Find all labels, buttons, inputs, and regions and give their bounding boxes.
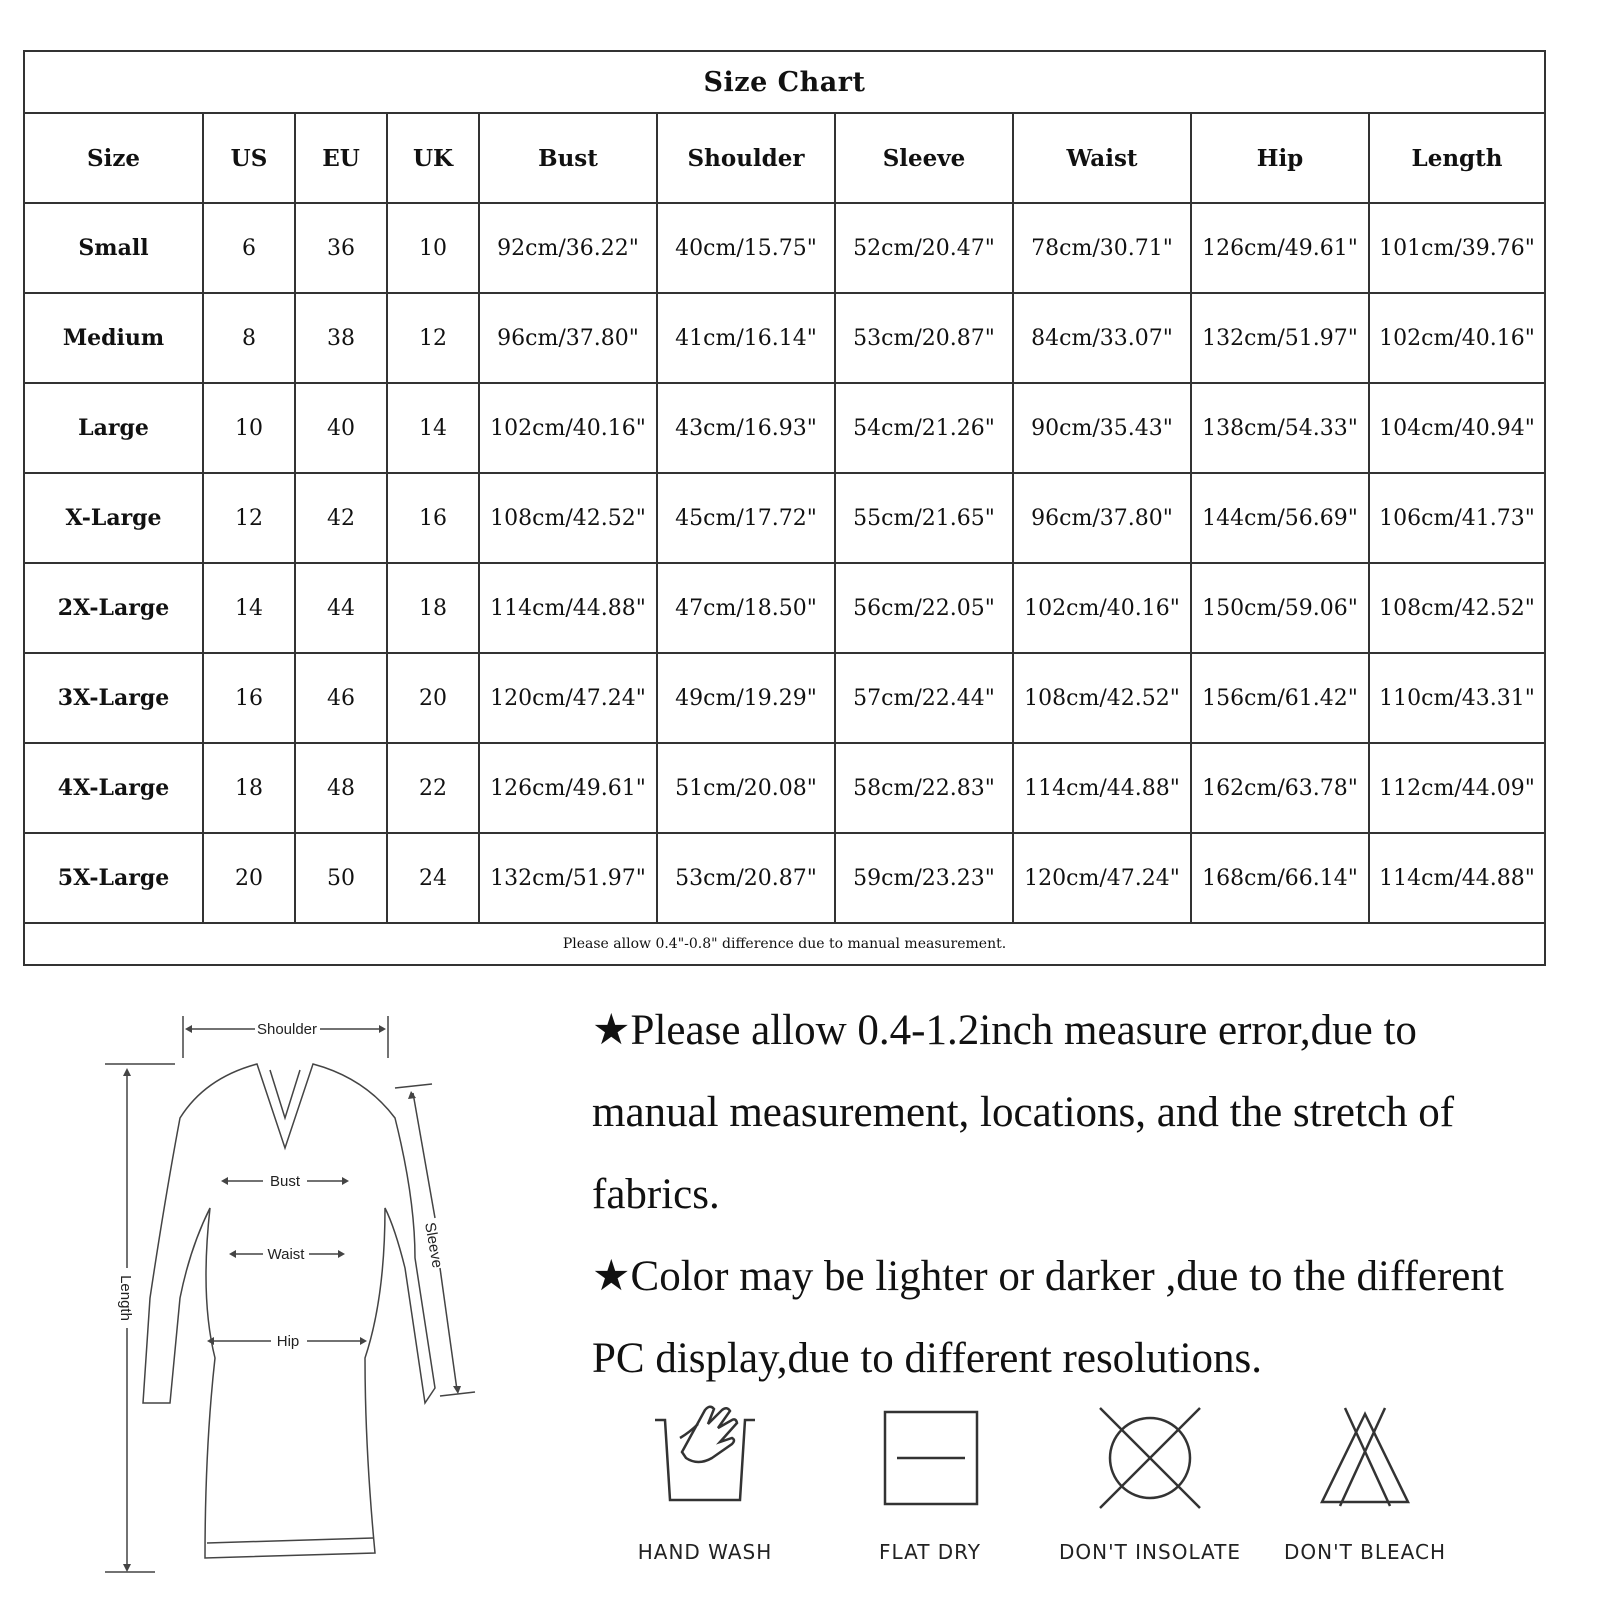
care-label: DON'T BLEACH xyxy=(1283,1540,1446,1564)
table-cell: 132cm/51.97" xyxy=(1191,293,1369,383)
table-cell: 108cm/42.52" xyxy=(1369,563,1544,653)
table-cell: 59cm/23.23" xyxy=(835,833,1013,923)
table-cell: 40cm/15.75" xyxy=(657,203,835,293)
size-name-cell: 3X-Large xyxy=(25,653,203,743)
table-cell: 104cm/40.94" xyxy=(1369,383,1544,473)
table-cell: 58cm/22.83" xyxy=(835,743,1013,833)
table-cell: 101cm/39.76" xyxy=(1369,203,1544,293)
note-color: ★Color may be lighter or darker ,due to the different PC display,due to different resolutions. xyxy=(592,1253,1504,1382)
table-cell: 112cm/44.09" xyxy=(1369,743,1544,833)
table-row xyxy=(25,383,1544,473)
dont-insolate-icon xyxy=(1095,1400,1205,1510)
table-cell: 132cm/51.97" xyxy=(479,833,657,923)
table-cell: 10 xyxy=(387,203,479,293)
table-cell: 8 xyxy=(203,293,295,383)
table-cell: 40 xyxy=(295,383,387,473)
table-row xyxy=(25,473,1544,563)
table-cell: 102cm/40.16" xyxy=(479,383,657,473)
table-cell: 108cm/42.52" xyxy=(1013,653,1191,743)
table-cell: 114cm/44.88" xyxy=(479,563,657,653)
table-cell: 22 xyxy=(387,743,479,833)
table-cell: 90cm/35.43" xyxy=(1013,383,1191,473)
table-cell: 102cm/40.16" xyxy=(1369,293,1544,383)
care-flat-dry xyxy=(825,1400,1025,1600)
table-cell: 96cm/37.80" xyxy=(1013,473,1191,563)
table-cell: 48 xyxy=(295,743,387,833)
table-cell: 49cm/19.29" xyxy=(657,653,835,743)
table-cell: 36 xyxy=(295,203,387,293)
table-cell: 10 xyxy=(203,383,295,473)
care-dont-bleach xyxy=(1260,1400,1460,1600)
table-cell: 42 xyxy=(295,473,387,563)
table-cell: 126cm/49.61" xyxy=(479,743,657,833)
column-header: Size xyxy=(25,114,203,203)
size-table xyxy=(25,114,1544,924)
table-cell: 43cm/16.93" xyxy=(657,383,835,473)
table-cell: 138cm/54.33" xyxy=(1191,383,1369,473)
size-name-cell: 5X-Large xyxy=(25,833,203,923)
table-cell: 18 xyxy=(387,563,479,653)
table-cell: 168cm/66.14" xyxy=(1191,833,1369,923)
table-cell: 24 xyxy=(387,833,479,923)
table-body xyxy=(25,203,1544,923)
table-cell: 78cm/30.71" xyxy=(1013,203,1191,293)
table-cell: 46 xyxy=(295,653,387,743)
table-cell: 56cm/22.05" xyxy=(835,563,1013,653)
table-cell: 144cm/56.69" xyxy=(1191,473,1369,563)
table-cell: 57cm/22.44" xyxy=(835,653,1013,743)
table-row xyxy=(25,833,1544,923)
label-bust: Bust xyxy=(269,1173,301,1190)
table-cell: 92cm/36.22" xyxy=(479,203,657,293)
table-cell: 50 xyxy=(295,833,387,923)
notes xyxy=(592,990,1552,1400)
column-header: Length xyxy=(1369,114,1544,203)
table-cell: 14 xyxy=(387,383,479,473)
care-instructions xyxy=(600,1400,1560,1600)
chart-title: Size Chart xyxy=(25,52,1544,114)
table-row xyxy=(25,743,1544,833)
table-cell: 20 xyxy=(203,833,295,923)
care-hand-wash xyxy=(600,1400,800,1600)
table-cell: 106cm/41.73" xyxy=(1369,473,1544,563)
hand-wash-icon xyxy=(650,1400,760,1510)
size-name-cell: Small xyxy=(25,203,203,293)
table-cell: 84cm/33.07" xyxy=(1013,293,1191,383)
table-cell: 110cm/43.31" xyxy=(1369,653,1544,743)
size-name-cell: Large xyxy=(25,383,203,473)
note-measure-error: ★Please allow 0.4-1.2inch measure error,due to manual measurement, locations, and the stretch of fabrics. xyxy=(592,1007,1455,1218)
table-cell: 108cm/42.52" xyxy=(479,473,657,563)
table-cell: 41cm/16.14" xyxy=(657,293,835,383)
table-cell: 126cm/49.61" xyxy=(1191,203,1369,293)
dress-outline-icon xyxy=(95,998,495,1598)
column-header: Shoulder xyxy=(657,114,835,203)
table-cell: 44 xyxy=(295,563,387,653)
table-cell: 51cm/20.08" xyxy=(657,743,835,833)
table-cell: 53cm/20.87" xyxy=(657,833,835,923)
table-cell: 45cm/17.72" xyxy=(657,473,835,563)
table-cell: 16 xyxy=(203,653,295,743)
label-length: Length xyxy=(117,1275,134,1321)
dont-bleach-icon xyxy=(1310,1400,1420,1510)
table-row xyxy=(25,293,1544,383)
table-cell: 96cm/37.80" xyxy=(479,293,657,383)
table-cell: 14 xyxy=(203,563,295,653)
column-header: EU xyxy=(295,114,387,203)
size-name-cell: 2X-Large xyxy=(25,563,203,653)
column-header: Sleeve xyxy=(835,114,1013,203)
table-cell: 156cm/61.42" xyxy=(1191,653,1369,743)
label-shoulder: Shoulder xyxy=(256,1021,318,1038)
column-header: US xyxy=(203,114,295,203)
table-cell: 20 xyxy=(387,653,479,743)
header-row xyxy=(25,114,1544,203)
size-chart xyxy=(23,50,1546,966)
table-cell: 102cm/40.16" xyxy=(1013,563,1191,653)
table-cell: 54cm/21.26" xyxy=(835,383,1013,473)
table-cell: 38 xyxy=(295,293,387,383)
table-cell: 162cm/63.78" xyxy=(1191,743,1369,833)
column-header: Waist xyxy=(1013,114,1191,203)
chart-note: Please allow 0.4"-0.8" difference due to manual measurement. xyxy=(562,936,1007,952)
column-header: Hip xyxy=(1191,114,1369,203)
table-cell: 120cm/47.24" xyxy=(479,653,657,743)
table-row xyxy=(25,563,1544,653)
table-cell: 18 xyxy=(203,743,295,833)
care-label: FLAT DRY xyxy=(878,1540,982,1564)
label-sleeve: Sleeve xyxy=(421,1221,446,1270)
size-name-cell: X-Large xyxy=(25,473,203,563)
table-cell: 16 xyxy=(387,473,479,563)
care-label: DON'T INSOLATE xyxy=(1058,1540,1242,1564)
table-cell: 53cm/20.87" xyxy=(835,293,1013,383)
table-cell: 6 xyxy=(203,203,295,293)
table-cell: 47cm/18.50" xyxy=(657,563,835,653)
table-cell: 114cm/44.88" xyxy=(1013,743,1191,833)
measurement-diagram xyxy=(95,998,495,1598)
table-cell: 150cm/59.06" xyxy=(1191,563,1369,653)
table-row xyxy=(25,203,1544,293)
table-cell: 52cm/20.47" xyxy=(835,203,1013,293)
table-row xyxy=(25,653,1544,743)
flat-dry-icon xyxy=(875,1400,985,1510)
label-hip: Hip xyxy=(276,1333,300,1350)
table-cell: 12 xyxy=(203,473,295,563)
table-cell: 12 xyxy=(387,293,479,383)
size-name-cell: Medium xyxy=(25,293,203,383)
column-header: Bust xyxy=(479,114,657,203)
table-cell: 114cm/44.88" xyxy=(1369,833,1544,923)
label-waist: Waist xyxy=(267,1246,305,1263)
table-cell: 55cm/21.65" xyxy=(835,473,1013,563)
table-cell: 120cm/47.24" xyxy=(1013,833,1191,923)
care-dont-insolate xyxy=(1045,1400,1245,1600)
care-label: HAND WASH xyxy=(637,1540,773,1564)
column-header: UK xyxy=(387,114,479,203)
size-name-cell: 4X-Large xyxy=(25,743,203,833)
